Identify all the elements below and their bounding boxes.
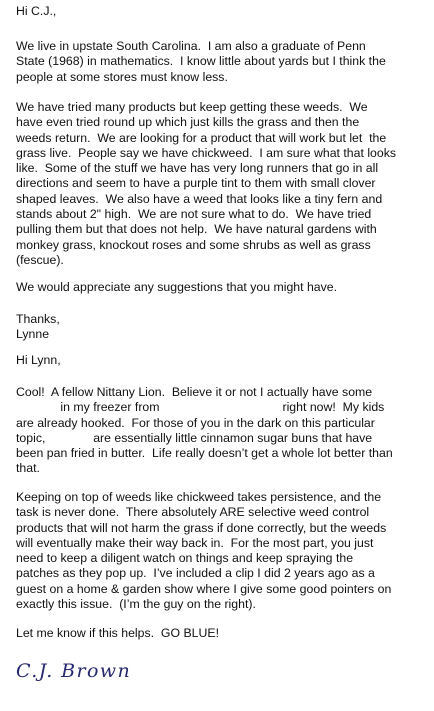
reply-paragraph-1: Cool! A fellow Nittany Lion. Believe it or not I actually have some in my freezer from right now! My kids are already hooked. For those of you in the dark on this particular topic, are essentially little cinnamon sugar buns that have been pan fried in butter. Life really doesn’t get a whole lot better than that. xyxy=(16,385,393,476)
letter-greeting: Hi C.J., xyxy=(16,4,57,18)
letter-paragraph-1: We live in upstate South Carolina. I am also a graduate of Penn State (1968) in mathematics. I know little about yards but I think the people at some stores must know less. xyxy=(16,39,386,84)
reply-greeting: Hi Lynn, xyxy=(16,353,61,367)
letter-paragraph-3: We would appreciate any suggestions that you might have. xyxy=(16,280,338,294)
signature: C.J. Brown xyxy=(16,660,132,682)
reply-paragraph-3: Let me know if this helps. GO BLUE! xyxy=(16,626,219,640)
reply-paragraph-2: Keeping on top of weeds like chickweed takes persistence, and the task is never done. There absolutely ARE selective weed control products that will not harm the grass if done correctly, but the weeds will eventually make their way back in. For the most part, you just need to keep a diligent watch on things and keep spraying the patches as they pop up. I’ve included a clip I did 2 years ago as a guest on a home & garden show where I give some good pointers on exactly this issue. (I’m the guy on the right). xyxy=(16,490,392,612)
letter-closing: Thanks, Lynne xyxy=(16,312,60,342)
letter-paragraph-2: We have tried many products but keep getting these weeds. We have even tried round up which just kills the grass and then the weeds return. We are looking for a product that will work but let the grass live. People say we have chickweed. I am sure what that looks like. Some of the stuff we have has very long runners that go in all directions and seem to have a purple tint to them with small clover shaped leaves. We also have a weed that looks like a tiny fern and stands about 2" high. We are not sure what to do. We have tried pulling them but that does not help. We have natural gardens with monkey grass, knockout roses and some shrubs as well as grass (fescue). xyxy=(16,100,397,267)
